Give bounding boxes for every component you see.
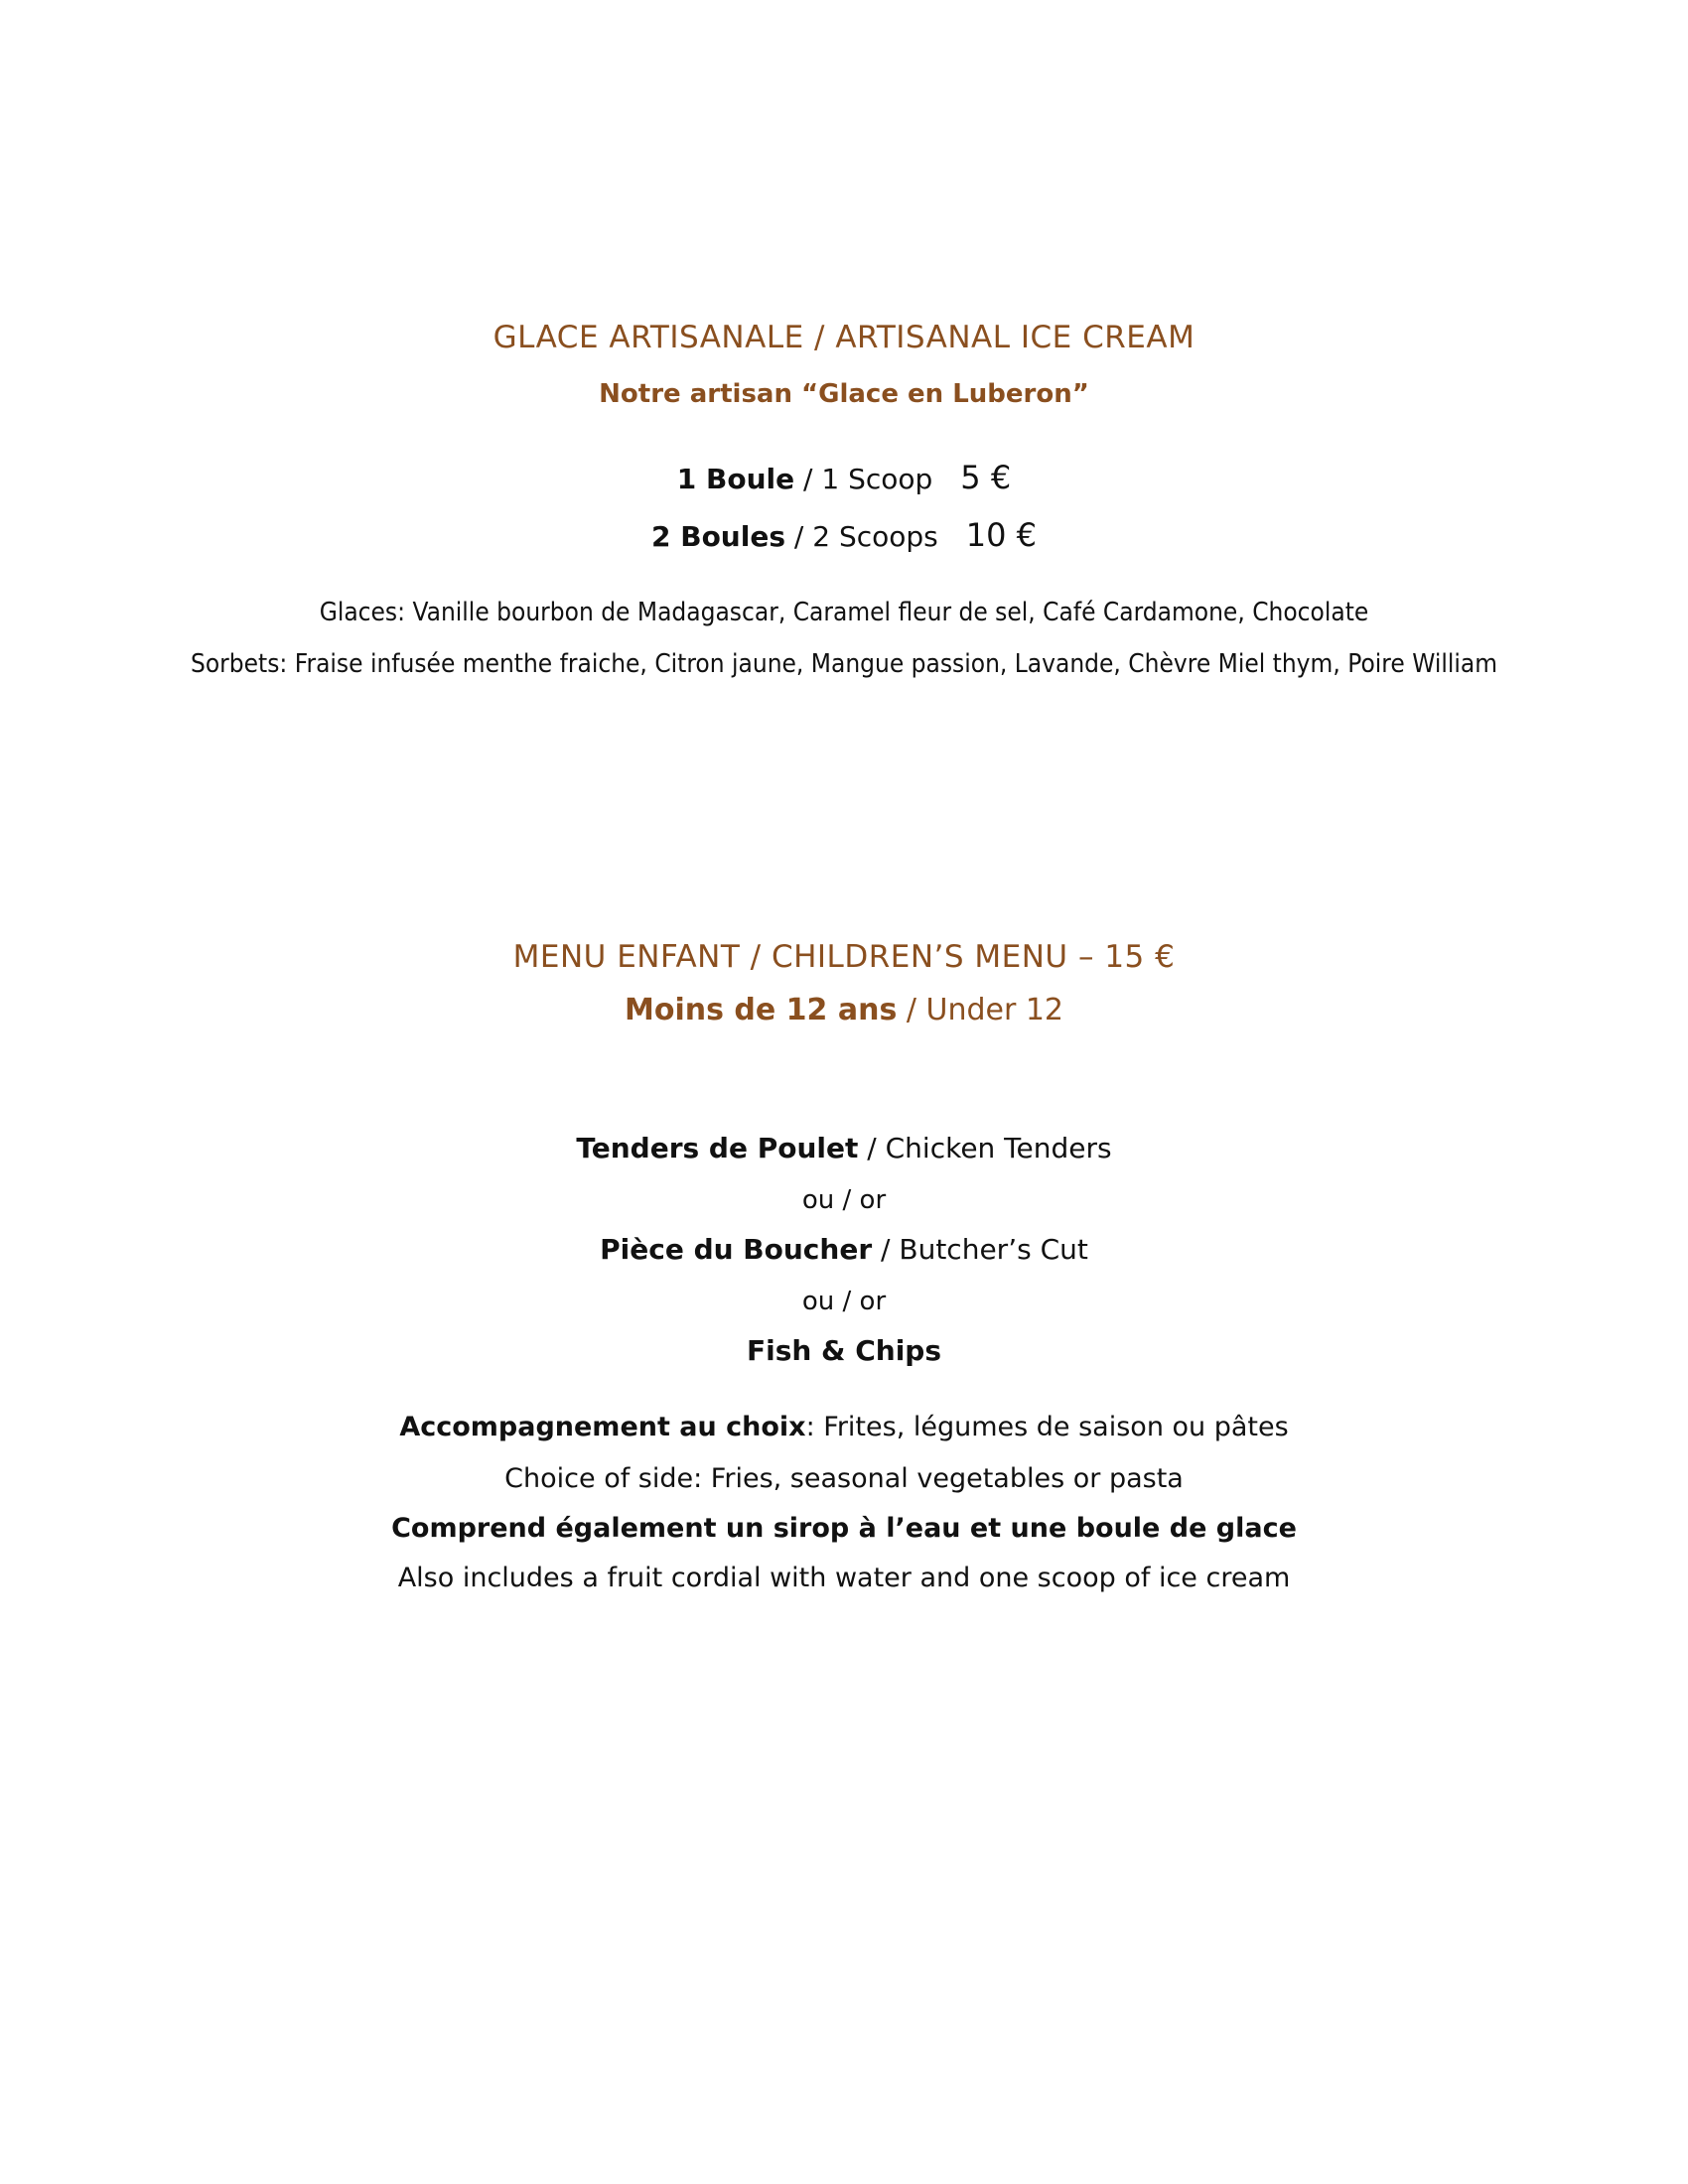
kids-item-butcher-en: / Butcher’s Cut (872, 1233, 1088, 1266)
kids-menu-title: MENU ENFANT / CHILDREN’S MENU – 15 € (512, 939, 1176, 975)
kids-side-label: Accompagnement au choix (399, 1412, 806, 1442)
kids-item-butcher (0, 1233, 1688, 1266)
price-one-scoop (0, 459, 1688, 496)
kids-item-fish (0, 1334, 1688, 1367)
price-one-scoop-amount: 5 € (960, 459, 1012, 496)
kids-includes-fr: Comprend également un sirop à l’eau et une boule de glace (391, 1513, 1297, 1544)
kids-includes-en: Also includes a fruit cordial with water and one scoop of ice cream (397, 1563, 1291, 1593)
kids-item-chicken-fr: Tenders de Poulet (576, 1132, 859, 1164)
price-two-scoops (0, 516, 1688, 554)
price-one-scoop-en: / 1 Scoop (794, 463, 933, 495)
price-two-scoops-amount: 10 € (965, 516, 1037, 554)
kids-side-choice (0, 1412, 1688, 1442)
glaces-flavors: Glaces: Vanille bourbon de Madagascar, Caramel fleur de sel, Café Cardamone, Chocolate (319, 598, 1369, 627)
price-two-scoops-fr: 2 Boules (651, 520, 785, 553)
kids-menu-age-fr: Moins de 12 ans (624, 993, 898, 1027)
kids-or-2: ou / or (801, 1287, 887, 1316)
kids-item-butcher-fr: Pièce du Boucher (600, 1233, 873, 1266)
kids-item-chicken-en: / Chicken Tenders (858, 1132, 1112, 1164)
price-one-scoop-fr: 1 Boule (676, 463, 795, 495)
ice-cream-subtitle: Notre artisan “Glace en Luberon” (599, 379, 1089, 409)
kids-side-en: Choice of side: Fries, seasonal vegetables or pasta (504, 1463, 1184, 1494)
kids-side-fr: : Frites, légumes de saison ou pâtes (805, 1412, 1289, 1442)
kids-or-1: ou / or (801, 1185, 887, 1215)
sorbets-flavors: Sorbets: Fraise infusée menthe fraiche, Citron jaune, Mangue passion, Lavande, Chèvre Miel thym, Poire William (190, 649, 1497, 679)
ice-cream-title: GLACE ARTISANALE / ARTISANAL ICE CREAM (492, 320, 1196, 355)
kids-item-chicken (0, 1132, 1688, 1164)
kids-menu-age (0, 993, 1688, 1027)
price-two-scoops-en: / 2 Scoops (785, 520, 938, 553)
kids-item-fish-fr: Fish & Chips (746, 1334, 942, 1367)
kids-menu-age-en: / Under 12 (897, 993, 1064, 1027)
